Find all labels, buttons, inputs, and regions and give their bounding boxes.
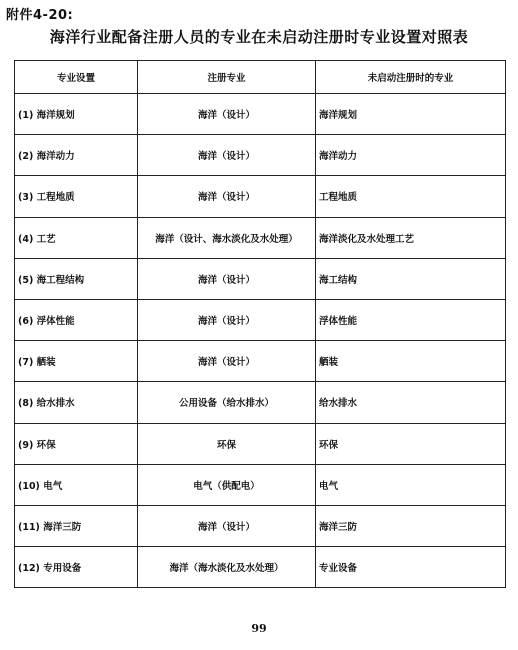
specialty-setting-cell: (8) 给水排水 (15, 382, 138, 423)
pre-registration-specialty-cell: 环保 (316, 423, 506, 464)
pre-registration-specialty-cell: 浮体性能 (316, 299, 506, 340)
pre-registration-specialty-cell: 海洋动力 (316, 135, 506, 176)
table-row (15, 299, 506, 340)
pre-registration-specialty-cell: 给水排水 (316, 382, 506, 423)
pre-registration-specialty-cell: 海工结构 (316, 258, 506, 299)
specialty-comparison-table (14, 60, 506, 588)
specialty-setting-cell: (11) 海洋三防 (15, 505, 138, 546)
header-specialty-setting: 专业设置 (15, 61, 138, 94)
table-row (15, 547, 506, 588)
registered-specialty-cell: 海洋（设计） (138, 505, 316, 546)
pre-registration-specialty-cell: 舾装 (316, 341, 506, 382)
registered-specialty-cell: 海洋（设计、海水淡化及水处理） (138, 217, 316, 258)
specialty-setting-cell: (6) 浮体性能 (15, 299, 138, 340)
table-row (15, 505, 506, 546)
pre-registration-specialty-cell: 工程地质 (316, 176, 506, 217)
specialty-setting-cell: (2) 海洋动力 (15, 135, 138, 176)
attachment-label: 附件4-20: (6, 8, 74, 23)
table-row (15, 217, 506, 258)
registered-specialty-cell: 电气（供配电） (138, 464, 316, 505)
pre-registration-specialty-cell: 海洋淡化及水处理工艺 (316, 217, 506, 258)
document-title: 海洋行业配备注册人员的专业在未启动注册时专业设置对照表 (49, 28, 469, 46)
table-header (15, 61, 506, 94)
table-row (15, 135, 506, 176)
specialty-setting-cell: (10) 电气 (15, 464, 138, 505)
table-row (15, 258, 506, 299)
specialty-setting-cell: (3) 工程地质 (15, 176, 138, 217)
specialty-setting-cell: (7) 舾装 (15, 341, 138, 382)
table-row (15, 464, 506, 505)
table-body (15, 94, 506, 588)
registered-specialty-cell: 环保 (138, 423, 316, 464)
specialty-setting-cell: (4) 工艺 (15, 217, 138, 258)
page-number: 99 (251, 622, 267, 635)
pre-registration-specialty-cell: 海洋规划 (316, 94, 506, 135)
registered-specialty-cell: 海洋（设计） (138, 299, 316, 340)
registered-specialty-cell: 海洋（设计） (138, 258, 316, 299)
table-row (15, 382, 506, 423)
registered-specialty-cell: 海洋（设计） (138, 176, 316, 217)
specialty-setting-cell: (9) 环保 (15, 423, 138, 464)
specialty-setting-cell: (5) 海工程结构 (15, 258, 138, 299)
header-registered-specialty: 注册专业 (138, 61, 316, 94)
registered-specialty-cell: 海洋（设计） (138, 341, 316, 382)
pre-registration-specialty-cell: 专业设备 (316, 547, 506, 588)
pre-registration-specialty-cell: 电气 (316, 464, 506, 505)
header-pre-registration-specialty: 未启动注册时的专业 (316, 61, 506, 94)
pre-registration-specialty-cell: 海洋三防 (316, 505, 506, 546)
header-row (15, 61, 506, 94)
table-row (15, 423, 506, 464)
registered-specialty-cell: 公用设备（给水排水） (138, 382, 316, 423)
table-row (15, 94, 506, 135)
specialty-setting-cell: (1) 海洋规划 (15, 94, 138, 135)
registered-specialty-cell: 海洋（设计） (138, 94, 316, 135)
table-row (15, 176, 506, 217)
specialty-setting-cell: (12) 专用设备 (15, 547, 138, 588)
table-row (15, 341, 506, 382)
registered-specialty-cell: 海洋（设计） (138, 135, 316, 176)
registered-specialty-cell: 海洋（海水淡化及水处理） (138, 547, 316, 588)
